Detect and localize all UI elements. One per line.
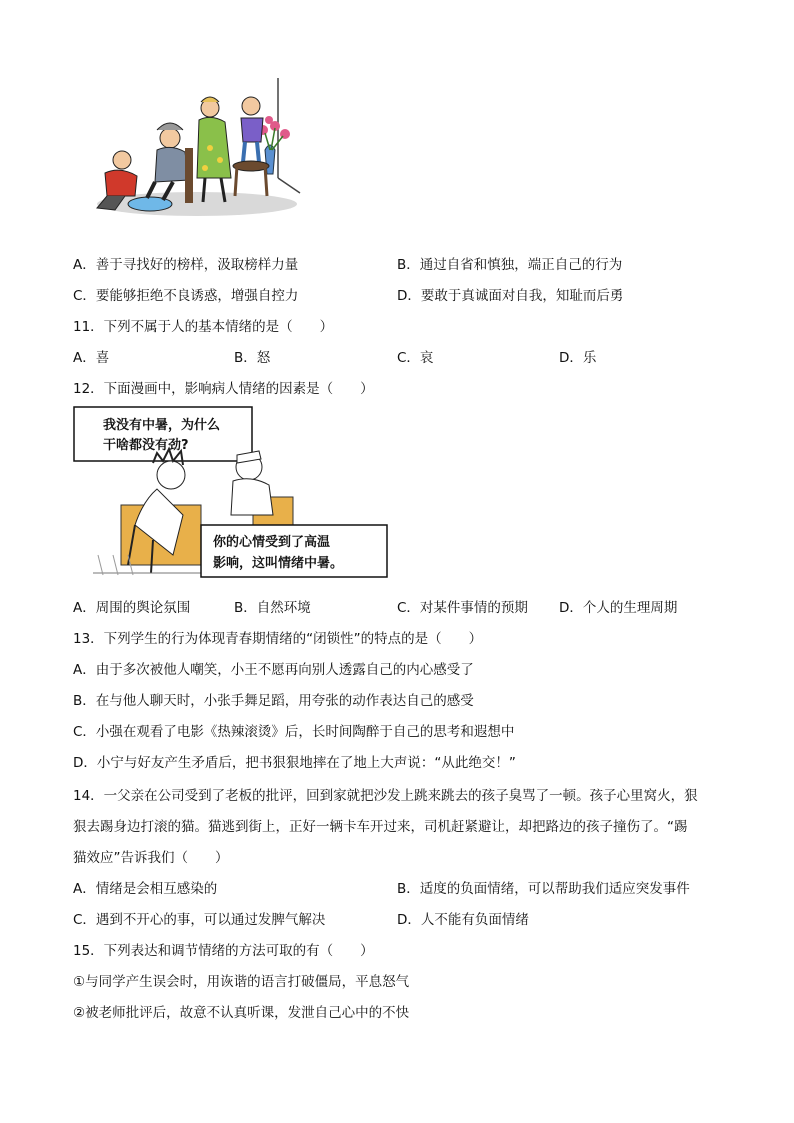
q11-stem: 11．下列不属于人的基本情绪的是（ ）	[73, 319, 334, 335]
q13-stem: 13．下列学生的行为体现青春期情绪的“闭锁性”的特点的是（ ）	[73, 631, 483, 647]
q14-option-d: D．人不能有负面情绪	[397, 912, 529, 928]
q11-option-a: A．喜	[73, 350, 110, 366]
q14-stem-line2: 狠去踢身边打滚的猫。猫逃到街上，正好一辆卡车开过来，司机赶紧避让，却把路边的孩子撞伤了。“踢	[73, 819, 688, 835]
q13-option-c: C．小强在观看了电影《热辣滚烫》后，长时间陶醉于自己的思考和遐想中	[73, 724, 515, 740]
q12-option-a: A．周围的舆论氛围	[73, 600, 191, 616]
bubble-top-line2: 干啥都没有劲?	[103, 438, 189, 453]
q11-option-d: D．乐	[559, 350, 597, 366]
q14-option-a: A．情绪是会相互感染的	[73, 881, 218, 897]
q10-option-d: D．要敢于真诚面对自我，知耻而后勇	[397, 288, 624, 304]
q12-option-c: C．对某件事情的预期	[397, 600, 528, 616]
q15-item-1: ①与同学产生误会时，用诙谐的语言打破僵局，平息怒气	[73, 974, 410, 990]
q11-option-b: B．怒	[234, 350, 271, 366]
q14-option-c: C．遇到不开心的事，可以通过发脾气解决	[73, 912, 326, 928]
bubble-top-line1: 我没有中暑，为什么	[103, 418, 221, 433]
q15-item-2: ②被老师批评后，故意不认真听课，发泄自己心中的不快	[73, 1005, 410, 1021]
q12-option-b: B．自然环境	[234, 600, 311, 616]
q14-option-b: B．适度的负面情绪，可以帮助我们适应突发事件	[397, 881, 690, 897]
q15-stem: 15．下列表达和调节情绪的方法可取的有（ ）	[73, 943, 374, 959]
q10-option-b: B．通过自省和慎独，端正自己的行为	[397, 257, 623, 273]
q10-option-a: A．善于寻找好的榜样，汲取榜样力量	[73, 257, 299, 273]
q13-option-a: A．由于多次被他人嘲笑，小王不愿再向别人透露自己的内心感受了	[73, 662, 474, 678]
q11-option-c: C．哀	[397, 350, 434, 366]
bubble-bottom-line1: 你的心情受到了高温	[213, 535, 331, 550]
q12-stem: 12．下面漫画中，影响病人情绪的因素是（ ）	[73, 381, 374, 397]
q10-option-c: C．要能够拒绝不良诱惑，增强自控力	[73, 288, 299, 304]
heatstroke-cartoon-illustration	[73, 405, 393, 583]
q14-stem-line3: 猫效应”告诉我们（ ）	[73, 850, 229, 866]
q12-option-d: D．个人的生理周期	[559, 600, 678, 616]
bubble-bottom-line2: 影响，这叫情绪中暑。	[213, 556, 344, 571]
family-cartoon-illustration	[85, 78, 305, 220]
q13-option-d: D．小宁与好友产生矛盾后，把书狠狠地摔在了地上大声说：“从此绝交！”	[73, 755, 516, 771]
q13-option-b: B．在与他人聊天时，小张手舞足蹈，用夸张的动作表达自己的感受	[73, 693, 474, 709]
q14-stem-line1: 14．一父亲在公司受到了老板的批评，回到家就把沙发上跳来跳去的孩子臭骂了一顿。孩子心里窝火，狠	[73, 788, 698, 804]
